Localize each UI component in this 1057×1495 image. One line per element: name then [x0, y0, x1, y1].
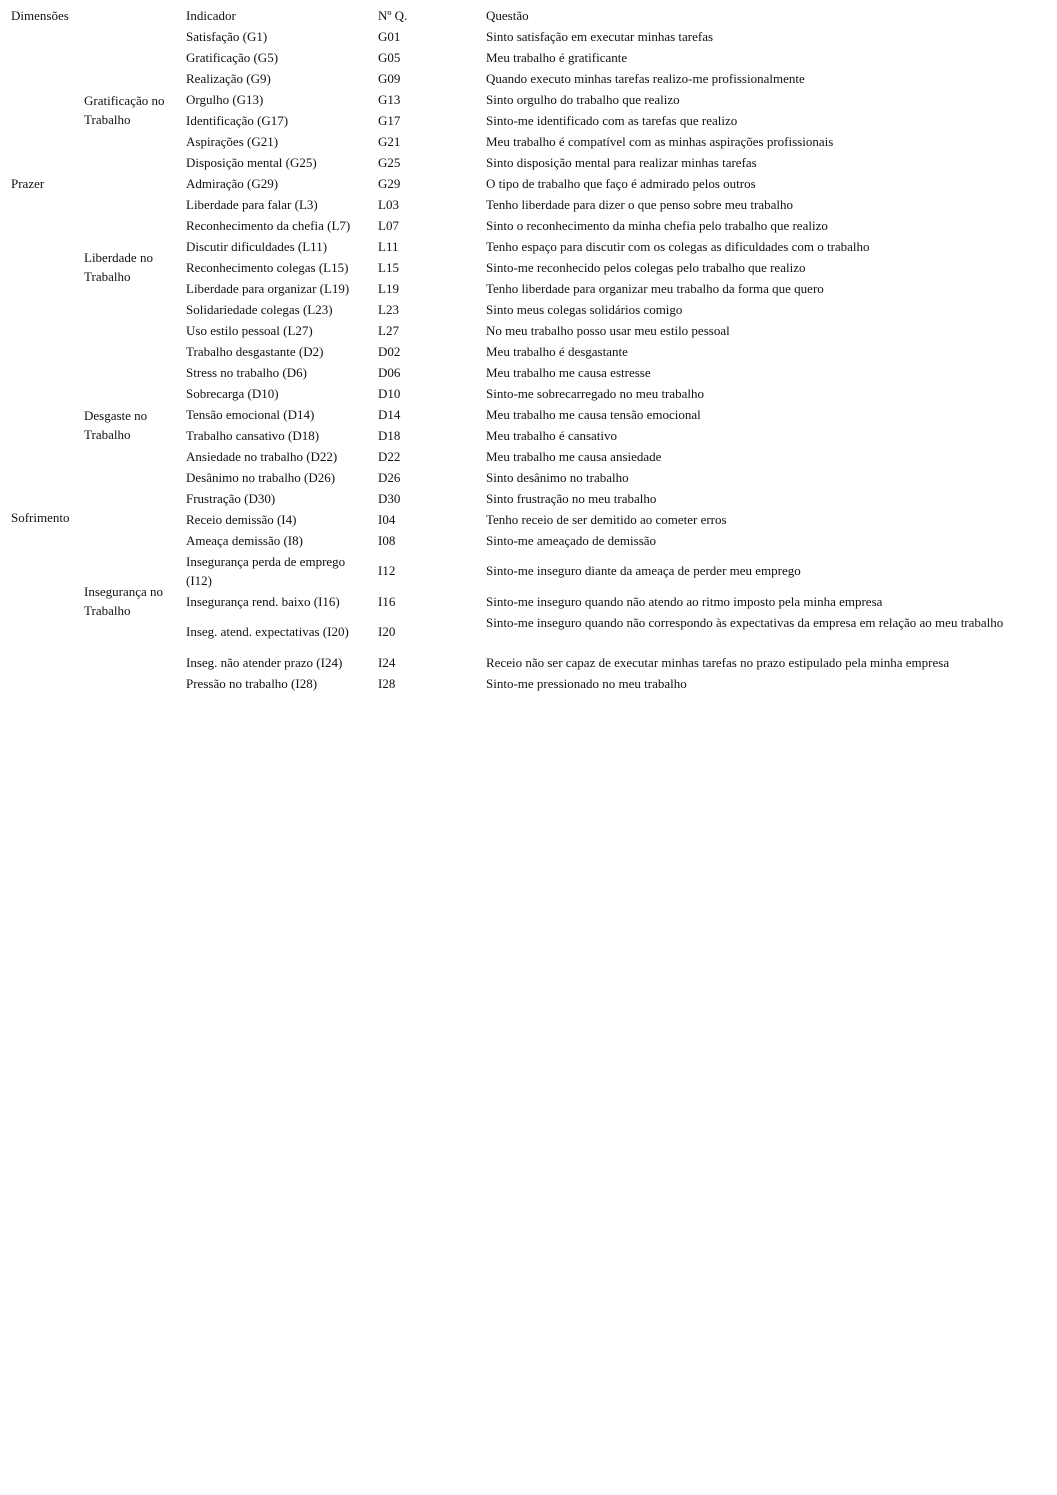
indicador-cell: Satisfação (G1) [186, 29, 268, 44]
indicador-cell: Insegurança perda de emprego (I12) [186, 554, 346, 588]
questao-cell: Sinto-me identificado com as tarefas que realizo [486, 113, 738, 128]
indicador-cell: Receio demissão (I4) [186, 512, 297, 527]
num-cell: D22 [378, 449, 401, 464]
num-cell: I16 [378, 594, 396, 609]
questao-cell: Sinto-me sobrecarregado no meu trabalho [486, 386, 705, 401]
num-cell: G25 [378, 155, 401, 170]
questao-cell: Sinto-me reconhecido pelos colegas pelo trabalho que realizo [486, 260, 806, 275]
indicador-cell: Uso estilo pessoal (L27) [186, 323, 313, 338]
num-cell: D10 [378, 386, 401, 401]
num-cell: I04 [378, 512, 396, 527]
questao-cell: Sinto orgulho do trabalho que realizo [486, 92, 680, 107]
indicador-cell: Trabalho cansativo (D18) [186, 428, 320, 443]
num-cell: D02 [378, 344, 401, 359]
questao-cell: Sinto-me pressionado no meu trabalho [486, 676, 687, 691]
questao-cell: Sinto-me inseguro quando não correspondo às expectativas da empresa em relação ao meu trabalho [486, 615, 1004, 630]
num-cell: I24 [378, 655, 396, 670]
indicador-cell: Aspirações (G21) [186, 134, 279, 149]
num-cell: D14 [378, 407, 401, 422]
questao-cell: Sinto desânimo no trabalho [486, 470, 629, 485]
indicador-cell: Orgulho (G13) [186, 92, 264, 107]
subdimension-desgaste: Desgaste no Trabalho [84, 408, 148, 442]
questao-cell: Sinto disposição mental para realizar minhas tarefas [486, 155, 757, 170]
subdimension-inseguranca: Insegurança no Trabalho [84, 584, 164, 618]
num-cell: D26 [378, 470, 401, 485]
num-cell: I20 [378, 624, 396, 639]
questao-cell: Meu trabalho me causa estresse [486, 365, 651, 380]
num-cell: G29 [378, 176, 401, 191]
num-cell: L07 [378, 218, 399, 233]
indicador-cell: Ansiedade no trabalho (D22) [186, 449, 338, 464]
questao-cell: Meu trabalho me causa ansiedade [486, 449, 662, 464]
num-cell: G05 [378, 50, 401, 65]
subdimension-liberdade: Liberdade no Trabalho [84, 250, 153, 284]
header-num: Nº Q. [378, 8, 408, 23]
questao-cell: O tipo de trabalho que faço é admirado pelos outros [486, 176, 756, 191]
num-cell: D18 [378, 428, 401, 443]
questao-cell: Sinto frustração no meu trabalho [486, 491, 657, 506]
header-questao: Questão [486, 8, 529, 23]
num-cell: G17 [378, 113, 401, 128]
indicador-cell: Identificação (G17) [186, 113, 289, 128]
indicador-cell: Admiração (G29) [186, 176, 279, 191]
indicador-cell: Liberdade para falar (L3) [186, 197, 318, 212]
num-cell: G13 [378, 92, 401, 107]
subdimension-gratificacao: Gratificação no Trabalho [84, 93, 165, 127]
num-cell: L11 [378, 239, 399, 254]
indicador-cell: Stress no trabalho (D6) [186, 365, 307, 380]
indicador-cell: Frustração (D30) [186, 491, 276, 506]
num-cell: G01 [378, 29, 401, 44]
indicador-cell: Solidariedade colegas (L23) [186, 302, 333, 317]
indicador-cell: Gratificação (G5) [186, 50, 279, 65]
dimension-prazer: Prazer [11, 176, 45, 191]
num-cell: L15 [378, 260, 399, 275]
questao-cell: No meu trabalho posso usar meu estilo pessoal [486, 323, 730, 338]
num-cell: D06 [378, 365, 401, 380]
questao-cell: Meu trabalho é compatível com as minhas aspirações profissionais [486, 134, 834, 149]
num-cell: L19 [378, 281, 399, 296]
questao-cell: Quando executo minhas tarefas realizo-me profissionalmente [486, 71, 805, 86]
num-cell: L27 [378, 323, 399, 338]
questao-cell: Sinto meus colegas solidários comigo [486, 302, 683, 317]
questao-cell: Meu trabalho é cansativo [486, 428, 618, 443]
indicador-cell: Liberdade para organizar (L19) [186, 281, 350, 296]
indicador-cell: Pressão no trabalho (I28) [186, 676, 318, 691]
header-dimensoes: Dimensões [11, 8, 69, 23]
questao-cell: Sinto satisfação em executar minhas tarefas [486, 29, 714, 44]
dimension-sofrimento: Sofrimento [11, 510, 70, 525]
indicador-cell: Inseg. não atender prazo (I24) [186, 655, 343, 670]
num-cell: D30 [378, 491, 401, 506]
questao-cell: Receio não ser capaz de executar minhas tarefas no prazo estipulado pela minha empresa [486, 655, 950, 670]
indicador-cell: Desânimo no trabalho (D26) [186, 470, 336, 485]
questao-cell: Meu trabalho é desgastante [486, 344, 628, 359]
indicador-cell: Discutir dificuldades (L11) [186, 239, 328, 254]
indicador-cell: Trabalho desgastante (D2) [186, 344, 324, 359]
num-cell: I08 [378, 533, 396, 548]
questao-cell: Tenho liberdade para dizer o que penso sobre meu trabalho [486, 197, 793, 212]
indicador-cell: Tensão emocional (D14) [186, 407, 315, 422]
indicador-cell: Sobrecarga (D10) [186, 386, 279, 401]
num-cell: G09 [378, 71, 401, 86]
questao-cell: Sinto o reconhecimento da minha chefia pelo trabalho que realizo [486, 218, 828, 233]
indicador-cell: Realização (G9) [186, 71, 271, 86]
questao-cell: Meu trabalho é gratificante [486, 50, 628, 65]
questao-cell: Tenho receio de ser demitido ao cometer erros [486, 512, 727, 527]
num-cell: L23 [378, 302, 399, 317]
questao-cell: Sinto-me inseguro quando não atendo ao ritmo imposto pela minha empresa [486, 594, 883, 609]
indicador-cell: Reconhecimento colegas (L15) [186, 260, 349, 275]
num-cell: L03 [378, 197, 399, 212]
num-cell: G21 [378, 134, 401, 149]
header-indicador: Indicador [186, 8, 236, 23]
questao-cell: Tenho liberdade para organizar meu trabalho da forma que quero [486, 281, 824, 296]
indicador-cell: Disposição mental (G25) [186, 155, 317, 170]
num-cell: I28 [378, 676, 396, 691]
questao-cell: Sinto-me inseguro diante da ameaça de perder meu emprego [486, 563, 801, 578]
indicador-cell: Insegurança rend. baixo (I16) [186, 594, 340, 609]
indicador-cell: Ameaça demissão (I8) [186, 533, 303, 548]
questao-cell: Sinto-me ameaçado de demissão [486, 533, 657, 548]
num-cell: I12 [378, 563, 396, 578]
questao-cell: Meu trabalho me causa tensão emocional [486, 407, 701, 422]
indicador-cell: Inseg. atend. expectativas (I20) [186, 624, 349, 639]
indicador-cell: Reconhecimento da chefia (L7) [186, 218, 351, 233]
questao-cell: Tenho espaço para discutir com os colegas as dificuldades com o trabalho [486, 239, 870, 254]
